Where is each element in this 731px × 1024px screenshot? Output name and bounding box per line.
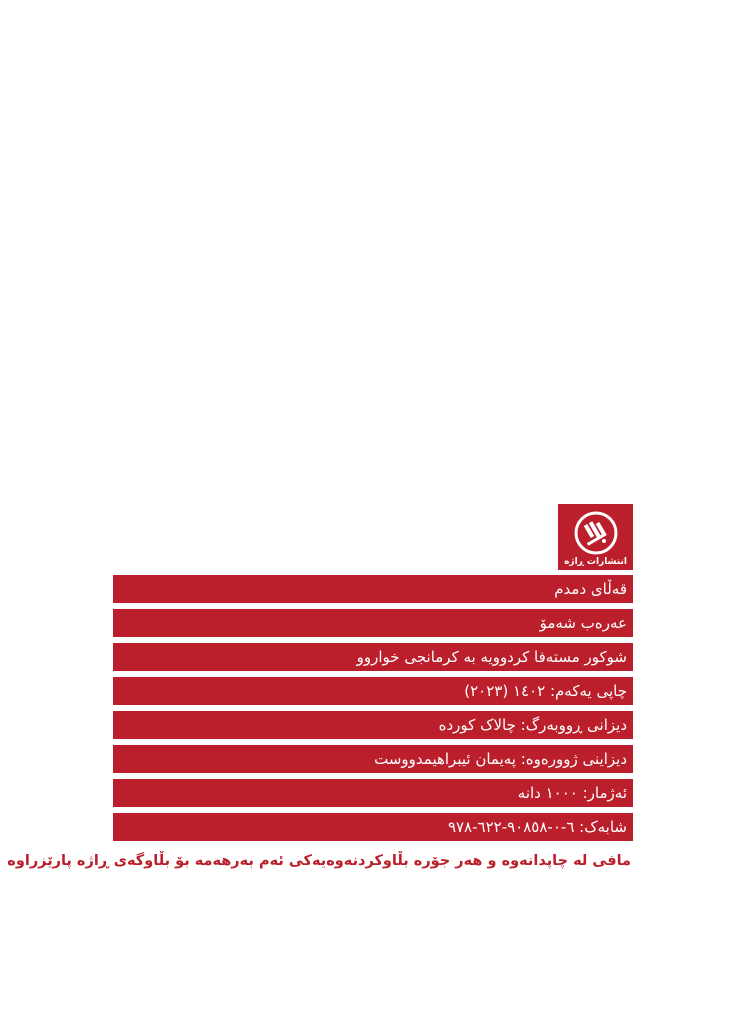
interior-design-row: دیزاینی ژوورەوە: پەیمان ئیبراهیمدووست: [113, 745, 633, 773]
book-info-list: [113, 575, 633, 847]
copyright-notice: مافی لە چاپدانەوە و هەر جۆرە بڵاوکردنەوەیەکی ئەم بەرهەمە بۆ بڵاوگەی ڕاژە پارێزراوە: [7, 853, 631, 869]
book-title-row: قەڵای دمدم: [113, 575, 633, 603]
publisher-emblem-icon: [573, 510, 619, 556]
edition-row: چاپی یەکەم: ١٤٠٢ (٢٠٢٣): [113, 677, 633, 705]
translator-row: شوکور مستەفا کردوویە بە کرمانجی خواروو: [113, 643, 633, 671]
print-count-row: ئەژمار: ١٠٠٠ دانە: [113, 779, 633, 807]
isbn-row: شابەک: ٦-٠-٩٠٨٥٨-٦٢٢-٩٧٨: [113, 813, 633, 841]
publisher-name: انتشارات ڕاژه: [564, 557, 627, 567]
cover-design-row: دیزانی ڕووبەرگ: چالاک کوردە: [113, 711, 633, 739]
author-row: عەرەب شەمۆ: [113, 609, 633, 637]
publisher-logo: [558, 504, 633, 570]
